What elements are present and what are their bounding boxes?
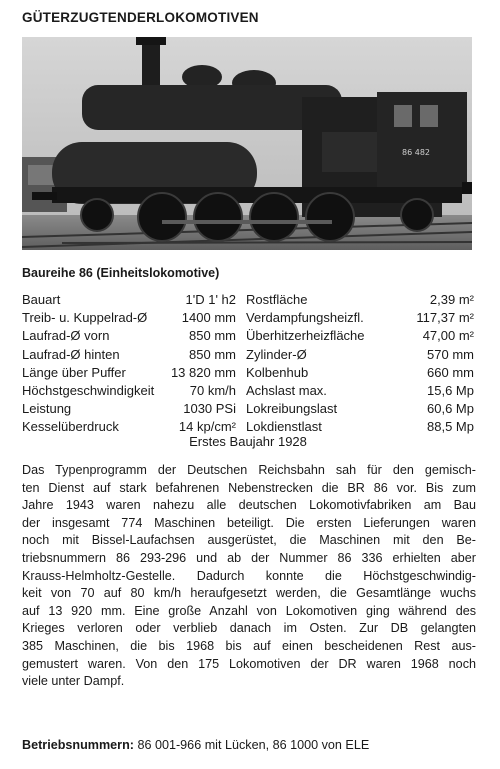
description-line: ten Dienst auf stark befahrenen Nebenstrecken die BR 86 vor. Bis zum	[22, 480, 476, 495]
spec-row	[22, 291, 236, 309]
description-line: Das Typenprogramm der Deutschen Reichsbahn sah für den gemisch-	[22, 463, 476, 477]
serial-numbers-value: 86 001-966 mit Lücken, 86 1000 von ELE	[137, 738, 370, 752]
spec-row	[246, 309, 474, 327]
description-line: gemustert waren. Von den 175 Lokomotiven der DR waren 1968 noch	[22, 656, 476, 671]
description-line: viele unter Dampf.	[22, 674, 125, 689]
spec-row	[246, 364, 474, 382]
spec-label: Kolbenhub	[246, 364, 309, 380]
spec-table	[22, 291, 474, 437]
spec-label: Höchstgeschwindigkeit	[22, 382, 155, 398]
description-line: noch mit Bissel-Laufachsen ausgerüstet, die Maschinen mit den Be-	[22, 533, 476, 548]
spec-value: 660 mm	[427, 364, 474, 380]
spec-row	[22, 364, 236, 382]
description-line: Krieges verloren oder verblieb danach im Osten. Zur DB gelangten	[22, 621, 476, 636]
description-line: Jahre 1943 waren nahezu alle deutschen Lokomotivfabriken am Bau	[22, 498, 476, 513]
spec-value: 14 kp/cm²	[178, 419, 236, 435]
description-line: triebsnummern 86 293-296 und ab der Nummer 86 336 erhielten aber	[22, 550, 476, 565]
spec-label: Lokdienstlast	[246, 419, 322, 435]
spec-row	[246, 327, 474, 345]
spec-value: 2,39 m²	[429, 292, 474, 307]
spec-column-right	[246, 291, 474, 437]
spec-label: Laufrad-Ø vorn	[22, 328, 110, 344]
spec-value: 1'D 1' h2	[185, 292, 236, 307]
spec-label: Rostfläche	[246, 292, 308, 307]
serial-numbers-label: Betriebsnummern:	[22, 738, 134, 752]
spec-label: Länge über Puffer	[22, 364, 126, 380]
description-line: der insgesamt 774 Maschinen beteiligt. Die ersten Lieferungen waren	[22, 515, 476, 530]
description-line: Krauss-Helmholtz-Gestelle. Dadurch konnte die Höchstgeschwindig-	[22, 568, 476, 583]
page-title: GÜTERZUGTENDERLOKOMOTIVEN	[22, 10, 259, 25]
spec-label: Kesselüberdruck	[22, 419, 119, 435]
spec-row	[22, 346, 236, 364]
spec-row	[246, 400, 474, 418]
spec-value: 850 mm	[189, 346, 236, 362]
spec-row	[22, 400, 236, 418]
spec-value: 13 820 mm	[170, 364, 236, 380]
spec-value: 47,00 m²	[422, 328, 474, 344]
first-build-year: Erstes Baujahr 1928	[189, 434, 307, 449]
spec-label: Bauart	[22, 292, 61, 307]
spec-row	[246, 291, 474, 309]
spec-value: 1030 PSi	[183, 401, 236, 417]
locomotive-number: 86 482	[402, 148, 430, 157]
spec-value: 117,37 m²	[416, 310, 474, 326]
spec-label: Überhitzerheizfläche	[246, 328, 365, 344]
spec-label: Treib- u. Kuppelrad-Ø	[22, 310, 148, 326]
spec-row	[22, 327, 236, 345]
section-title: Baureihe 86 (Einheitslokomotive)	[22, 266, 220, 280]
spec-value: 88,5 Mp	[427, 419, 474, 435]
description-line: keit von 70 auf 80 km/h heraufgesetzt werden, die Gesamtlänge wuchs	[22, 586, 476, 601]
spec-value: 1400 mm	[181, 310, 236, 326]
spec-value: 850 mm	[189, 328, 236, 344]
spec-label: Lokreibungslast	[246, 401, 338, 417]
spec-label: Zylinder-Ø	[246, 346, 307, 362]
serial-numbers	[22, 738, 369, 752]
spec-label: Leistung	[22, 401, 72, 417]
spec-row	[22, 309, 236, 327]
description-line: 385 Maschinen, die bis 1968 bis auf einen bescheidenen Rest aus-	[22, 638, 476, 653]
spec-value: 570 mm	[427, 346, 474, 362]
spec-column-left	[22, 291, 236, 437]
spec-value: 60,6 Mp	[427, 401, 474, 417]
spec-label: Achslast max.	[246, 382, 327, 398]
description-line: auf 13 920 mm. Eine große Anzahl von Lokomotiven ging während des	[22, 603, 476, 618]
spec-label: Laufrad-Ø hinten	[22, 346, 120, 362]
spec-value: 15,6 Mp	[427, 382, 474, 398]
spec-row	[246, 346, 474, 364]
spec-label: Verdampfungsheizfl.	[246, 310, 364, 326]
spec-value: 70 km/h	[189, 382, 236, 398]
description-paragraph	[22, 462, 476, 691]
spec-row	[22, 382, 236, 400]
locomotive-photo	[22, 37, 472, 250]
spec-row	[246, 382, 474, 400]
